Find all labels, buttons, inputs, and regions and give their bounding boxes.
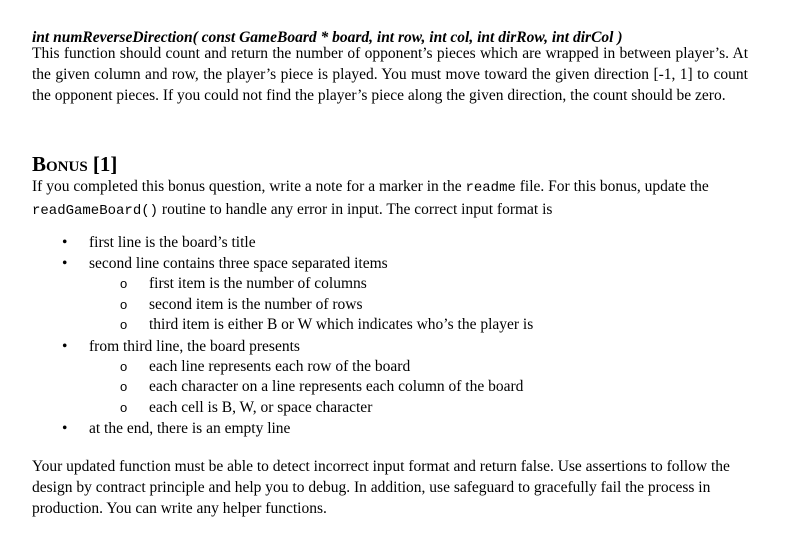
bullet-icon: • (62, 234, 68, 251)
item-text: each cell is B, W, or space character (149, 398, 373, 416)
intro-text: If you completed this bonus question, write a note for a marker in the (32, 178, 466, 195)
list-item (0, 232, 800, 253)
function-description: This function should count and return the number of opponent’s pieces which are wrapped in between player’s. At the given column and row, the player’s piece is played. You must move toward the given direction [-1, 1] to count the opponent pieces. If you could not find the player’s piece along the given direction, the count should be zero. (32, 45, 748, 104)
circle-bullet-icon: o (120, 296, 128, 312)
bullet-icon: • (62, 420, 68, 437)
intro-text: routine to handle any error in input. The correct input format is (158, 201, 553, 218)
bonus-heading: Bonus [1] (32, 152, 118, 176)
circle-bullet-icon: o (120, 276, 128, 291)
sub-list-item (0, 315, 800, 336)
item-text: each character on a line represents each column of the board (149, 378, 524, 395)
circle-bullet-icon: o (120, 399, 128, 415)
item-text: each line represents each row of the board (149, 357, 411, 375)
list-item (0, 418, 800, 439)
intro-text: file. For this bonus, update the (515, 178, 709, 195)
sub-list-item (0, 398, 800, 419)
circle-bullet-icon: o (120, 358, 128, 374)
bullet-icon: • (62, 337, 68, 355)
item-text: first item is the number of columns (149, 275, 367, 292)
item-text: third item is either B or W which indicates who’s the player is (149, 316, 534, 333)
list-item (0, 336, 800, 357)
list-item (0, 253, 800, 274)
item-text: second line contains three space separated items (89, 255, 388, 272)
code-readgameboard: readGameBoard() (32, 203, 159, 219)
item-text: second item is the number of rows (149, 295, 363, 313)
circle-bullet-icon: o (120, 317, 128, 332)
function-signature: int numReverseDirection( const GameBoard * board, int row, int col, int dirRow, int dirCol ) (32, 29, 623, 46)
sub-list-item (0, 377, 800, 398)
input-format-list (0, 232, 800, 439)
item-text: at the end, there is an empty line (89, 420, 291, 437)
circle-bullet-icon: o (120, 379, 128, 394)
bonus-closing: Your updated function must be able to detect incorrect input format and return false. Use assertions to follow the design by contract principle and help you to debug. In addition, use safeguard to gracefully fail the process in production. You can write any helper functions. (32, 458, 730, 517)
sub-list-item (0, 295, 800, 316)
sub-list-item (0, 357, 800, 378)
item-text: first line is the board’s title (89, 234, 256, 251)
bonus-intro (32, 176, 748, 222)
item-text: from third line, the board presents (89, 337, 300, 355)
sub-list-item (0, 274, 800, 295)
bullet-icon: • (62, 255, 68, 272)
code-readme: readme (465, 180, 516, 196)
